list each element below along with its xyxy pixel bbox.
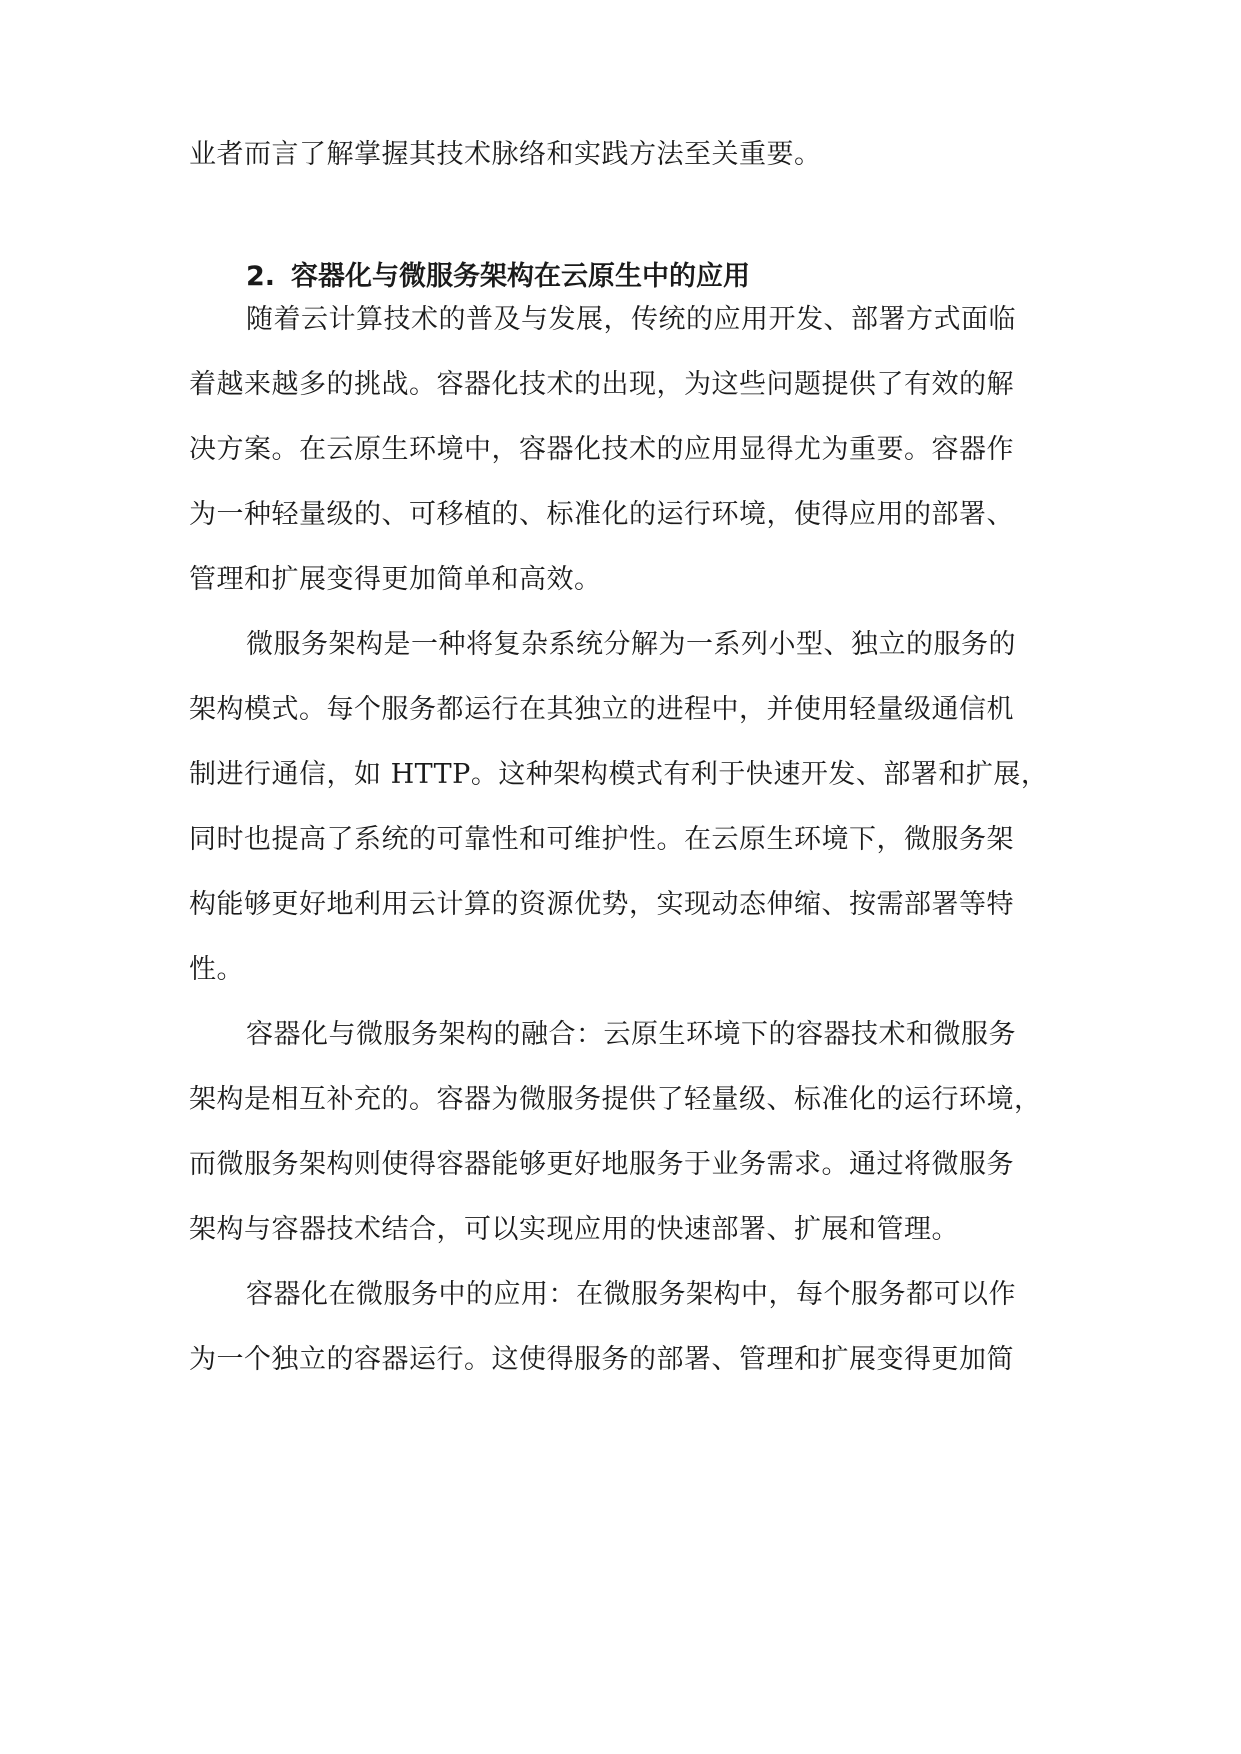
- paragraph-3-line-3: 而微服务架构则使得容器能够更好地服务于业务需求。通过将微服务: [189, 1149, 1014, 1180]
- paragraph-3-line-4: 架构与容器技术结合，可以实现应用的快速部署、扩展和管理。: [189, 1214, 959, 1245]
- paragraph-3-line-1: 容器化与微服务架构的融合：云原生环境下的容器技术和微服务: [246, 1019, 1016, 1050]
- paragraph-1-line-5: 管理和扩展变得更加简单和高效。: [189, 564, 602, 595]
- section-title: 容器化与微服务架构在云原生中的应用: [291, 261, 751, 292]
- paragraph-1-line-2: 着越来越多的挑战。容器化技术的出现，为这些问题提供了有效的解: [189, 369, 1014, 400]
- paragraph-4-line-1: 容器化在微服务中的应用：在微服务架构中，每个服务都可以作: [246, 1279, 1016, 1310]
- intro-tail-line: 业者而言了解掌握其技术脉络和实践方法至关重要。: [189, 139, 822, 170]
- paragraph-2-line-3: 制进行通信，如 HTTP。这种架构模式有利于快速开发、部署和扩展，: [189, 759, 1049, 790]
- paragraph-1-line-4: 为一种轻量级的、可移植的、标准化的运行环境，使得应用的部署、: [189, 499, 1014, 530]
- paragraph-1-line-3: 决方案。在云原生环境中，容器化技术的应用显得尤为重要。容器作: [189, 434, 1014, 465]
- paragraph-3-line-2: 架构是相互补充的。容器为微服务提供了轻量级、标准化的运行环境，: [189, 1084, 1042, 1115]
- section-heading: [246, 257, 750, 297]
- paragraph-2-line-4: 同时也提高了系统的可靠性和可维护性。在云原生环境下，微服务架: [189, 824, 1014, 855]
- paragraph-2-line-1: 微服务架构是一种将复杂系统分解为一系列小型、独立的服务的: [246, 629, 1016, 660]
- paragraph-4-line-2: 为一个独立的容器运行。这使得服务的部署、管理和扩展变得更加简: [189, 1344, 1014, 1375]
- paragraph-2-line-5: 构能够更好地利用云计算的资源优势，实现动态伸缩、按需部署等特: [189, 889, 1014, 920]
- section-number: 2.: [246, 261, 276, 292]
- paragraph-2-line-2: 架构模式。每个服务都运行在其独立的进程中，并使用轻量级通信机: [189, 694, 1014, 725]
- paragraph-2-line-6: 性。: [189, 954, 244, 985]
- paragraph-1-line-1: 随着云计算技术的普及与发展，传统的应用开发、部署方式面临: [246, 304, 1016, 335]
